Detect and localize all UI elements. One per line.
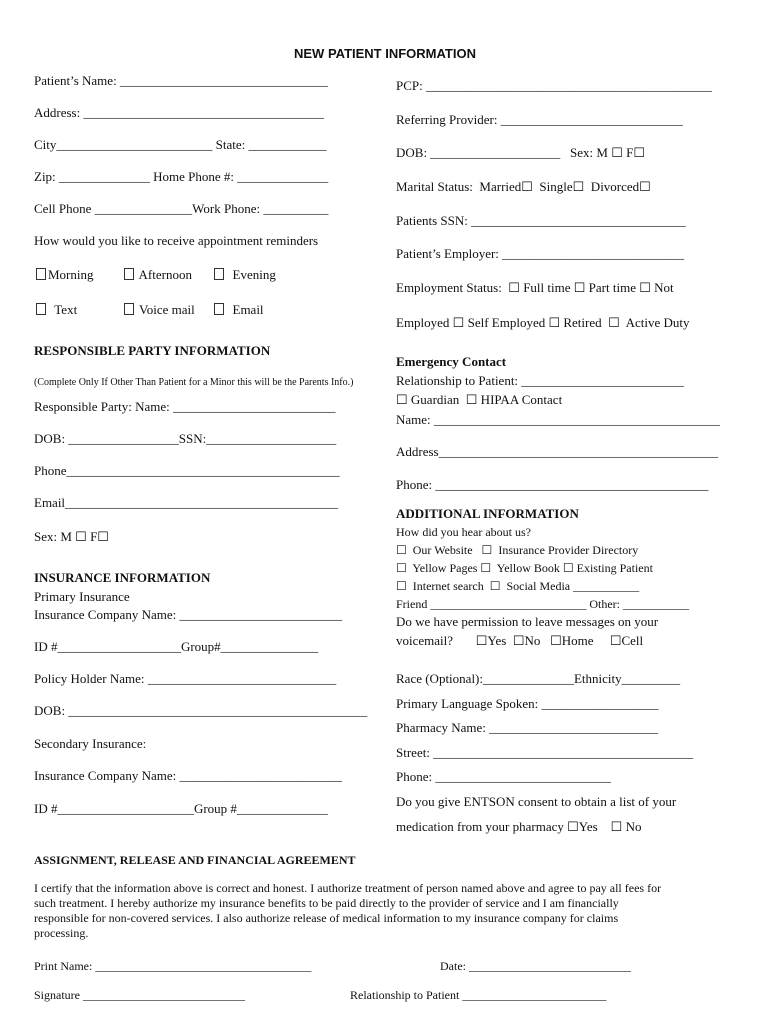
address-field[interactable]: Address: _____________________________________ bbox=[34, 105, 324, 120]
reminder-voicemail-label: Voice mail bbox=[139, 302, 195, 317]
emergency-name-field[interactable]: Name: ____________________________________________ bbox=[396, 412, 720, 427]
pcp-field[interactable]: PCP: ____________________________________________ bbox=[396, 78, 712, 93]
messages-question: Do we have permission to leave messages on your bbox=[396, 614, 659, 629]
reminder-text-option[interactable] bbox=[34, 302, 77, 318]
responsible-party-note: (Complete Only If Other Than Patient for a Minor this will be the Parents Info.) bbox=[34, 377, 354, 388]
primary-language-field[interactable]: Primary Language Spoken: __________________ bbox=[396, 696, 659, 711]
hear-options-line-2[interactable]: ☐ Yellow Pages ☐ Yellow Book ☐ Existing Patient bbox=[396, 561, 653, 575]
reminder-morning-option[interactable] bbox=[34, 267, 94, 283]
checkbox-icon[interactable] bbox=[214, 303, 224, 315]
relationship-field[interactable]: Relationship to Patient: _________________________ bbox=[396, 373, 684, 388]
reminder-evening-label: Evening bbox=[232, 267, 276, 282]
guardian-hipaa-options[interactable]: ☐ Guardian ☐ HIPAA Contact bbox=[396, 392, 563, 407]
ssn-field[interactable]: Patients SSN: _________________________________ bbox=[396, 213, 686, 228]
signature-field[interactable]: Signature ___________________________ bbox=[34, 988, 245, 1002]
marital-status-field[interactable]: Marital Status: Married☐ Single☐ Divorced☐ bbox=[396, 179, 651, 194]
date-field[interactable]: Date: ___________________________ bbox=[440, 959, 631, 973]
pharmacy-street-field[interactable]: Street: ________________________________________ bbox=[396, 745, 694, 760]
reminder-email-option[interactable] bbox=[212, 302, 264, 318]
policy-holder-field[interactable]: Policy Holder Name: _____________________________ bbox=[34, 671, 337, 686]
additional-info-heading: ADDITIONAL INFORMATION bbox=[396, 506, 579, 521]
responsible-phone-field[interactable]: Phone__________________________________________ bbox=[34, 463, 340, 478]
reminder-evening-option[interactable] bbox=[212, 267, 276, 283]
patient-name-field[interactable]: Patient’s Name: ________________________________ bbox=[34, 73, 328, 88]
relationship-to-patient-field[interactable]: Relationship to Patient ________________________ bbox=[350, 988, 607, 1002]
reminder-email-label: Email bbox=[232, 302, 264, 317]
checkbox-icon[interactable] bbox=[36, 268, 46, 280]
agreement-text: I certify that the information above is correct and honest. I authorize treatment of person named above and agree to pay all fees for such treatment. I hereby authorize my insurance benefits to be paid directly to the provider of service and I am financially responsible for non-covered services. I also authorize release of medical information to my insurance company for claims processing. bbox=[34, 881, 662, 940]
emergency-contact-heading: Emergency Contact bbox=[396, 354, 507, 369]
pharmacy-name-field[interactable]: Pharmacy Name: __________________________ bbox=[396, 720, 659, 735]
reminder-afternoon-label: Afternoon bbox=[138, 267, 192, 282]
employer-field[interactable]: Patient’s Employer: ____________________________ bbox=[396, 246, 685, 261]
race-ethnicity-field[interactable]: Race (Optional):______________Ethnicity_________ bbox=[396, 671, 681, 686]
responsible-dob-ssn-field[interactable]: DOB: _________________SSN:____________________ bbox=[34, 431, 337, 446]
consent-options[interactable]: medication from your pharmacy ☐Yes ☐ No bbox=[396, 819, 642, 834]
reminder-text-label: Text bbox=[54, 302, 78, 317]
reminders-question: How would you like to receive appointment reminders bbox=[34, 233, 319, 248]
hear-options-line-1[interactable]: ☐ Our Website ☐ Insurance Provider Directory bbox=[396, 543, 639, 557]
checkbox-icon[interactable] bbox=[214, 268, 224, 280]
agreement-heading: ASSIGNMENT, RELEASE AND FINANCIAL AGREEMENT bbox=[34, 853, 356, 867]
reminder-morning-label: Morning bbox=[48, 267, 94, 282]
insurance-heading: INSURANCE INFORMATION bbox=[34, 570, 211, 585]
employment-status-field[interactable]: Employment Status: ☐ Full time ☐ Part time ☐ Not bbox=[396, 280, 674, 295]
hear-about-question: How did you hear about us? bbox=[396, 525, 531, 539]
insurance-company-2-field[interactable]: Insurance Company Name: _________________________ bbox=[34, 768, 342, 783]
insurance-dob-field[interactable]: DOB: ______________________________________________ bbox=[34, 703, 368, 718]
responsible-email-field[interactable]: Email__________________________________________ bbox=[34, 495, 339, 510]
zip-home-phone-field[interactable]: Zip: ______________ Home Phone #: ______________ bbox=[34, 169, 329, 184]
reminder-afternoon-option[interactable] bbox=[122, 267, 192, 283]
form-title: NEW PATIENT INFORMATION bbox=[294, 46, 476, 61]
referring-provider-field[interactable]: Referring Provider: ____________________________ bbox=[396, 112, 683, 127]
pharmacy-phone-field[interactable]: Phone: ___________________________ bbox=[396, 769, 611, 784]
checkbox-icon[interactable] bbox=[124, 268, 134, 280]
consent-question: Do you give ENTSON consent to obtain a list of your bbox=[396, 794, 677, 809]
cell-work-phone-field[interactable]: Cell Phone _______________Work Phone: __________ bbox=[34, 201, 329, 216]
city-state-field[interactable]: City________________________ State: ____________ bbox=[34, 137, 327, 152]
employed-options[interactable]: Employed ☐ Self Employed ☐ Retired ☐ Active Duty bbox=[396, 315, 690, 330]
id-group-2-field[interactable]: ID #_____________________Group #______________ bbox=[34, 801, 328, 816]
friend-other-field[interactable]: Friend __________________________ Other: ___________ bbox=[396, 597, 689, 611]
responsible-party-heading: RESPONSIBLE PARTY INFORMATION bbox=[34, 343, 271, 358]
reminder-voicemail-option[interactable] bbox=[122, 302, 195, 318]
hear-options-line-3[interactable]: ☐ Internet search ☐ Social Media ___________ bbox=[396, 579, 640, 593]
print-name-field[interactable]: Print Name: ____________________________________ bbox=[34, 959, 312, 973]
checkbox-icon[interactable] bbox=[36, 303, 46, 315]
checkbox-icon[interactable] bbox=[124, 303, 134, 315]
emergency-phone-field[interactable]: Phone: __________________________________________ bbox=[396, 477, 709, 492]
insurance-company-field[interactable]: Insurance Company Name: _________________________ bbox=[34, 607, 342, 622]
responsible-party-name-field[interactable]: Responsible Party: Name: _________________________ bbox=[34, 399, 336, 414]
primary-insurance-label: Primary Insurance bbox=[34, 589, 130, 604]
emergency-address-field[interactable]: Address___________________________________________ bbox=[396, 444, 719, 459]
responsible-sex-field[interactable]: Sex: M ☐ F☐ bbox=[34, 529, 109, 544]
secondary-insurance-label: Secondary Insurance: bbox=[34, 736, 147, 751]
id-group-field[interactable]: ID #___________________Group#_______________ bbox=[34, 639, 319, 654]
voicemail-options[interactable]: voicemail? ☐Yes ☐No ☐Home ☐Cell bbox=[396, 633, 644, 648]
dob-sex-field[interactable]: DOB: ____________________ Sex: M ☐ F☐ bbox=[396, 145, 646, 160]
